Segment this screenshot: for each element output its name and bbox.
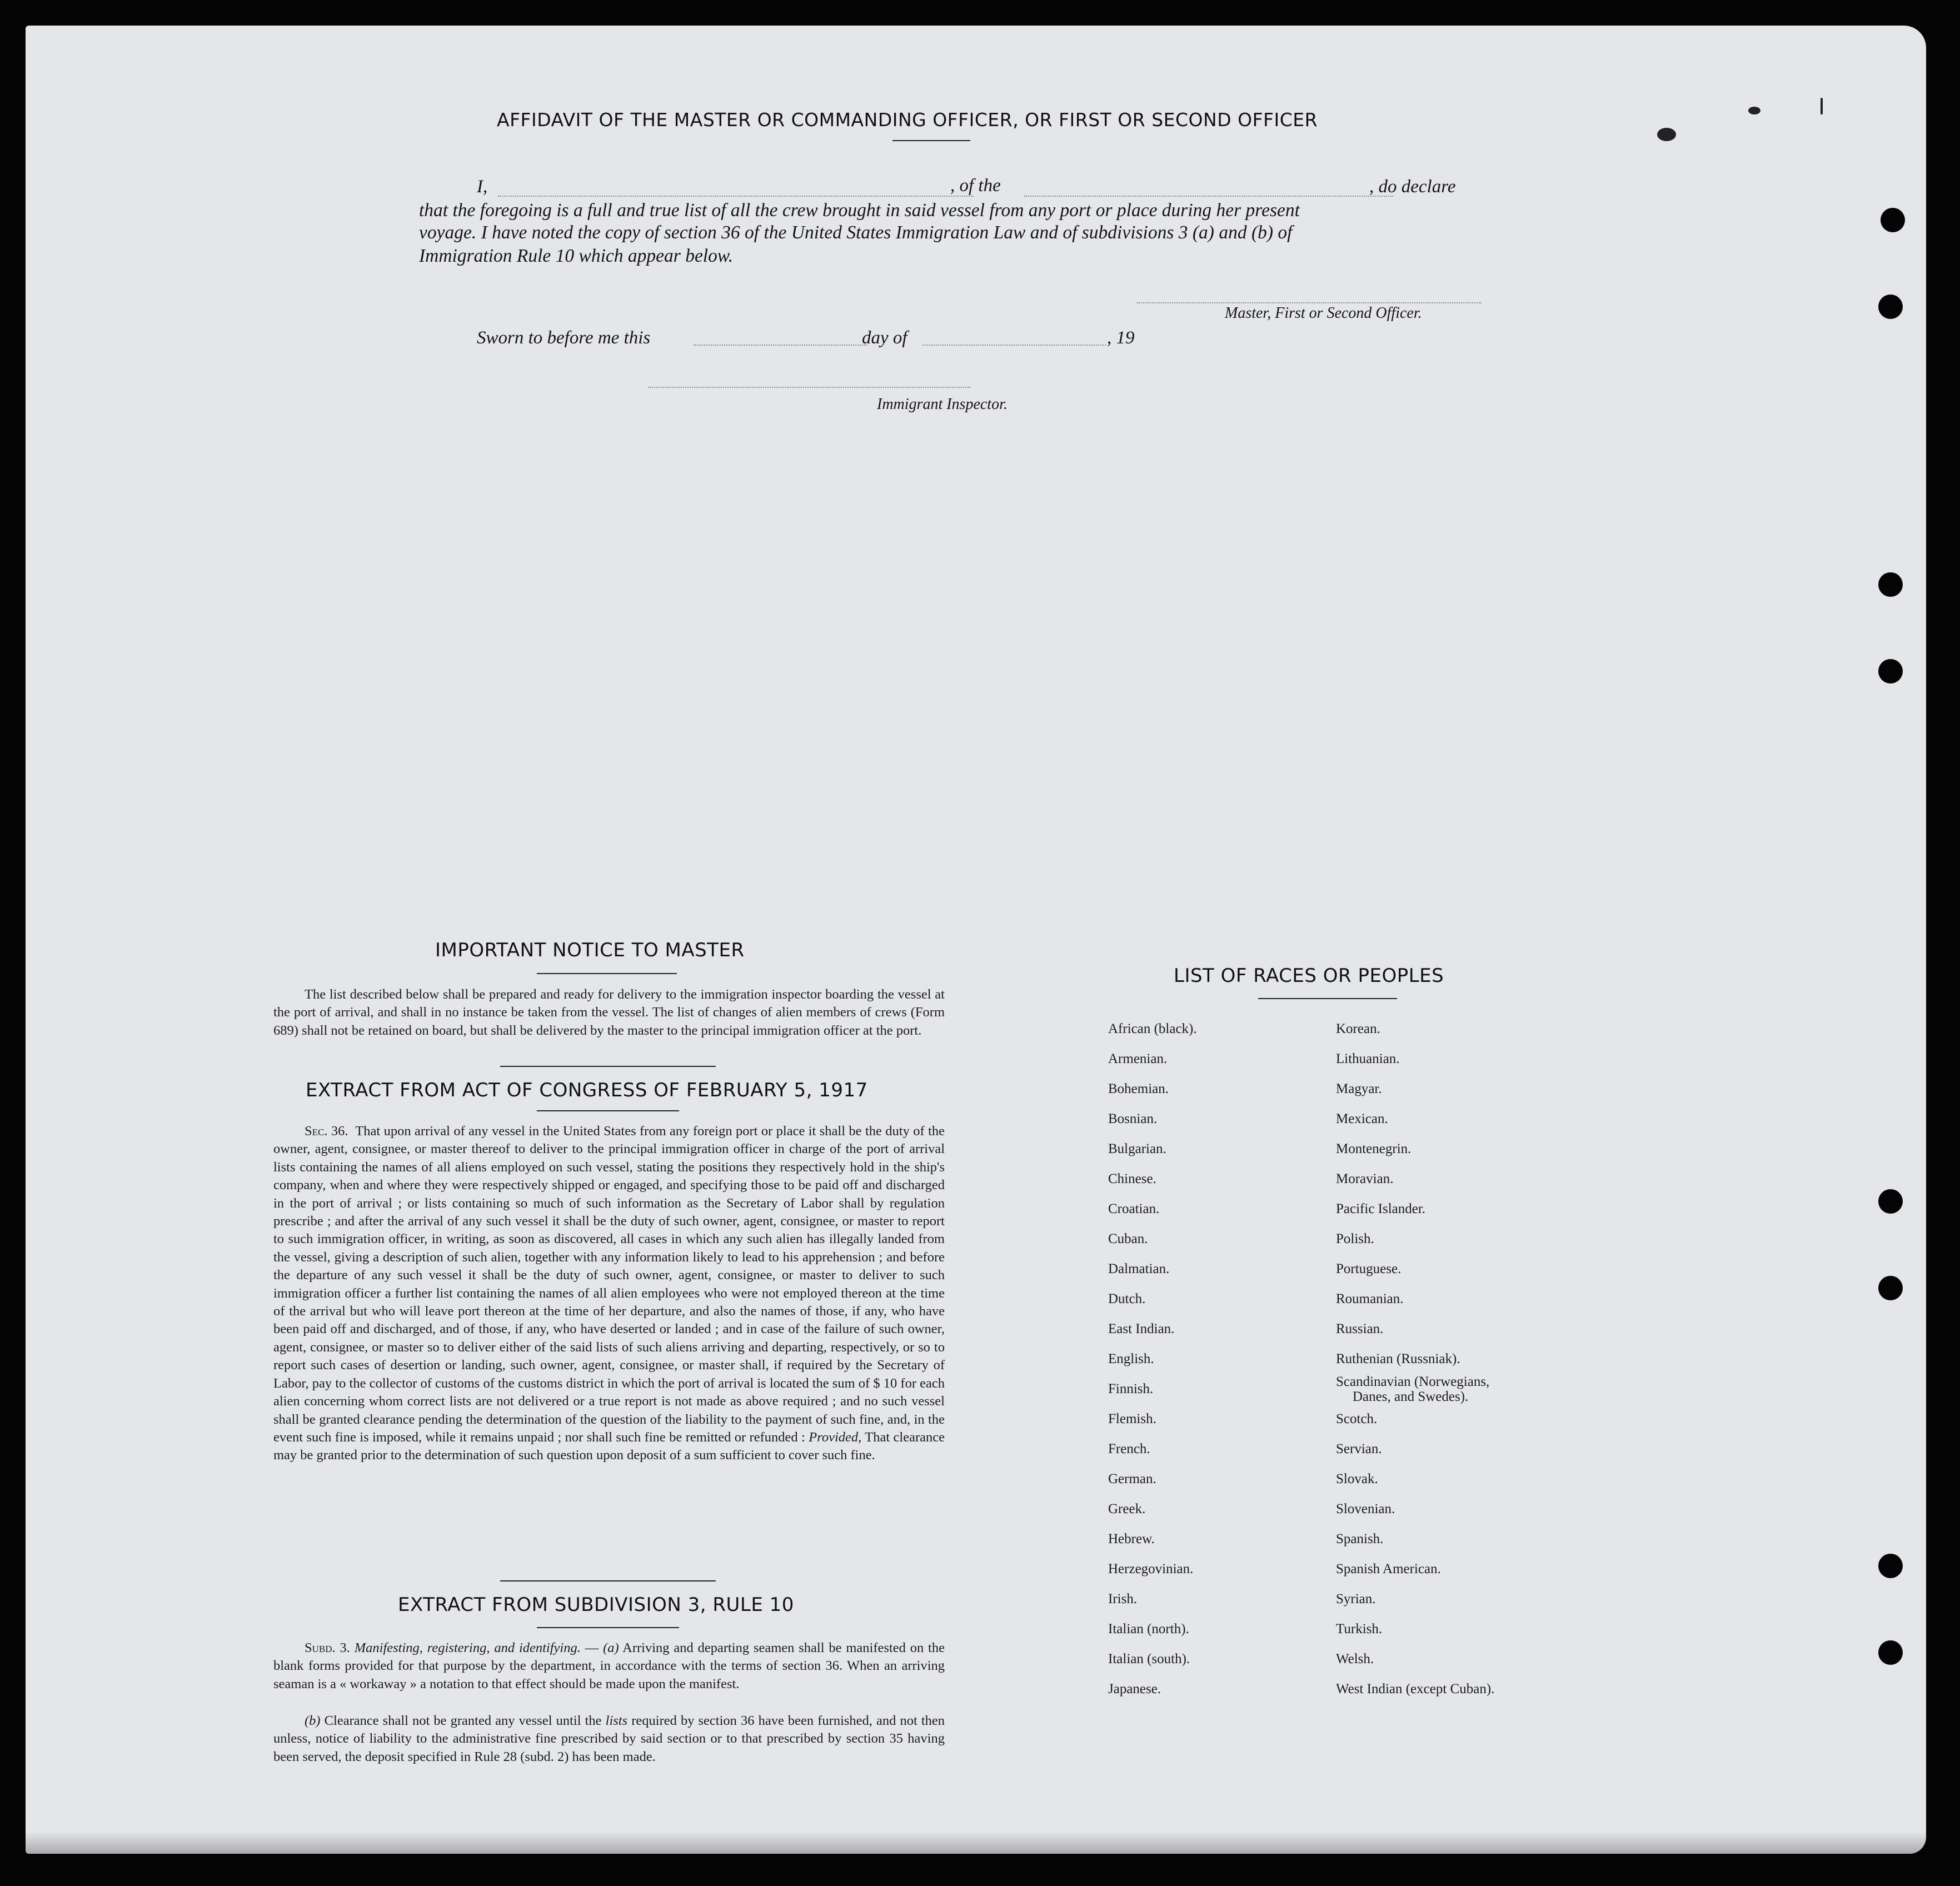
act-bottom-rule (500, 1580, 716, 1581)
race-item: Italian (south). (1108, 1652, 1190, 1667)
notice-title: IMPORTANT NOTICE TO MASTER (435, 939, 745, 961)
race-item: Scandinavian (Norwegians, (1336, 1374, 1490, 1389)
race-item: Bulgarian. (1108, 1141, 1166, 1156)
punch-hole (1878, 1276, 1903, 1300)
affiant-name-field[interactable] (498, 196, 974, 197)
race-item: Armenian. (1108, 1051, 1168, 1066)
race-item: Dutch. (1108, 1291, 1146, 1306)
race-item: Cuban. (1108, 1231, 1148, 1246)
race-item: Ruthenian (Russniak). (1336, 1351, 1460, 1366)
notice-bottom-rule (500, 1066, 716, 1067)
inspector-signature-field[interactable] (648, 387, 970, 388)
race-item: Dalmatian. (1108, 1261, 1170, 1276)
rule-b-lists: lists (605, 1713, 628, 1728)
race-item: Herzegovinian. (1108, 1561, 1194, 1576)
vessel-name-field[interactable] (1024, 196, 1393, 197)
bottom-edge-shadow (26, 1832, 1926, 1854)
race-item: Flemish. (1108, 1411, 1156, 1426)
of-the-label: , of the (950, 176, 1001, 196)
act-section-36 (273, 1122, 945, 1465)
affidavit-line-2: that the foregoing is a full and true list of all the crew brought in said vessel from any port or place during her present (419, 200, 1300, 221)
punch-hole (1878, 1189, 1903, 1214)
race-item: Polish. (1336, 1231, 1374, 1246)
race-item: Finnish. (1108, 1381, 1154, 1396)
race-item: Danes, and Swedes). (1353, 1389, 1469, 1404)
race-item: German. (1108, 1471, 1156, 1486)
race-item: Russian. (1336, 1321, 1384, 1336)
race-item: Greek. (1108, 1501, 1146, 1516)
race-item: Italian (north). (1108, 1621, 1189, 1636)
race-item: African (black). (1108, 1021, 1197, 1036)
punch-hole (1878, 659, 1903, 683)
race-item: Slovenian. (1336, 1501, 1395, 1516)
rule-title-rule (537, 1627, 679, 1628)
act-text-b: That clearance may be granted prior to the determination of such question upon deposit of a sum sufficient to cover such fine. (273, 1429, 945, 1463)
race-item: Welsh. (1336, 1652, 1374, 1667)
officer-signature-field[interactable] (1137, 302, 1482, 303)
races-title-rule (1258, 998, 1397, 999)
rule-a-text: Arriving and departing seamen shall be manifested on the blank forms provided for that purpose by the department, in accordance with the terms of section 36. When an arriving seaman is a « workaway » a notation to that effect should be made upon the manifest. (273, 1640, 945, 1692)
races-title: LIST OF RACES OR PEOPLES (1174, 965, 1444, 987)
sworn-month-field[interactable] (922, 345, 1106, 346)
notice-text (273, 986, 945, 1040)
form-sheet (26, 26, 1926, 1854)
do-declare-label: , do declare (1369, 177, 1456, 197)
sworn-label: Sworn to before me this (477, 328, 651, 348)
race-item: Scotch. (1336, 1411, 1378, 1426)
year-label: , 19 (1107, 328, 1135, 348)
day-of-label: day of (862, 328, 907, 348)
race-item: French. (1108, 1441, 1150, 1456)
race-item: Chinese. (1108, 1171, 1156, 1186)
race-item: Servian. (1336, 1441, 1382, 1456)
race-item: Bosnian. (1108, 1111, 1158, 1126)
race-item: Hebrew. (1108, 1531, 1155, 1546)
ink-speck (1748, 107, 1760, 114)
rule-subd-label: Subd. 3. (305, 1640, 350, 1655)
race-item: Pacific Islander. (1336, 1201, 1426, 1216)
act-text-a: That upon arrival of any vessel in the United States from any foreign port or place it shall be the duty of the owner, agent, consignee, or master thereof to deliver to the principal immigration officer in charge of the port of arrival lists containing the names of all aliens employed on such vessel, stating the positions they respectively hold in the ship's company, when and where they were respectively shipped or engaged, and specifying those to be paid off and discharged in the port of arrival ; or lists containing so much of such information as the Secretary of Labor shall by regulation prescribe ; and after the arrival of any such vessel it shall be the duty of such owner, agent, consignee, or master to report to such immigration officer, in writing, as soon as discovered, all cases in which any such alien has illegally landed from the vessel, giving a description of such alien, together with any information likely to lead to his apprehension ; and before the departure of any such vessel it shall be the duty of such owner, agent, consignee, or master to deliver to such immigration officer a further list containing the names of all alien employees who were not employed thereon at the time of the arrival but who will leave port thereon at the time of her departure, and also the names of those, if any, who have been paid off and discharged, and of those, if any, who have deserted or landed ; and in case of the failure of such owner, agent, consignee, or master so to deliver either of the said lists of such aliens arriving and departing, respectively, or so to report such cases of desertion or landing, such owner, agent, consignee, or master shall, if required by the Secretary of Labor, pay to the collector of customs of the customs district in which the port of arrival is located the sum of $ 10 for each alien concerning whom correct lists are not delivered or a true report is not made as above required ; and no such vessel shall be granted clearance pending the determination of the question of the liability to the payment of such fine, and, in the event such fine is imposed, while it remains unpaid ; nor shall such fine be remitted or refunded : (273, 1124, 945, 1445)
act-title: EXTRACT FROM ACT OF CONGRESS OF FEBRUARY 5, 1917 (306, 1079, 868, 1101)
race-item: Slovak. (1336, 1471, 1378, 1486)
race-item: English. (1108, 1351, 1154, 1366)
affidavit-line-3: voyage. I have noted the copy of section 36 of the United States Immigration Law and of subdivisions 3 (a) and (b) of (419, 222, 1293, 243)
race-item: Spanish. (1336, 1531, 1384, 1546)
ink-speck (1821, 98, 1823, 114)
punch-hole (1878, 572, 1903, 597)
race-item: Croatian. (1108, 1201, 1160, 1216)
punch-hole (1878, 1554, 1903, 1578)
race-item: Spanish American. (1336, 1561, 1441, 1576)
race-item: Irish. (1108, 1591, 1138, 1606)
rule-b-text-1: Clearance shall not be granted any vessel until the (324, 1713, 602, 1728)
race-item: West Indian (except Cuban). (1336, 1682, 1495, 1697)
race-item: Montenegrin. (1336, 1141, 1412, 1156)
race-item: Turkish. (1336, 1621, 1383, 1636)
race-item: Lithuanian. (1336, 1051, 1400, 1066)
rule-a-label: (a) (603, 1640, 619, 1655)
affidavit-title: AFFIDAVIT OF THE MASTER OR COMMANDING OFFICER, OR FIRST OR SECOND OFFICER (497, 109, 1318, 131)
notice-text-content: The list described below shall be prepared and ready for delivery to the immigration inspector boarding the vessel at the port of arrival, and shall in no instance be taken from the vessel. The list of changes of alien members of crews (Form 689) shall not be retained on board, but shall be delivered by the master to the principal immigration officer at the port. (273, 987, 945, 1038)
rule-subd-a: Subd. 3. Manifesting, registering, and identifying. — (a) Arriving and departing seamen shall be manifested on the blank forms provided for that purpose by the department, in accordance with the terms of section 36. When an arriving seaman is a « workaway » a notation to that effect should be made upon the manifest. (273, 1640, 945, 1692)
sworn-day-field[interactable] (694, 345, 867, 346)
affidavit-line-4: Immigration Rule 10 which appear below. (419, 246, 734, 266)
act-title-rule (537, 1110, 679, 1111)
affidavit-title-rule (892, 140, 970, 141)
race-item: East Indian. (1108, 1321, 1175, 1336)
act-provided: Provided, (809, 1429, 862, 1445)
punch-hole (1878, 1640, 1903, 1665)
rule-subd-heading: Manifesting, registering, and identifying. (354, 1640, 581, 1655)
rule-b-text-2: required by section 36 have been furnished, and not then unless, notice of liability to the administrative fine prescribed by said section or to that prescribed by section 35 having been served, the deposit specified in Rule 28 (subd. 2) has been made. (273, 1713, 945, 1764)
race-item: Magyar. (1336, 1081, 1382, 1096)
punch-hole (1878, 295, 1903, 319)
race-item: Portuguese. (1336, 1261, 1402, 1276)
race-item: Japanese. (1108, 1682, 1161, 1697)
rule-title: EXTRACT FROM SUBDIVISION 3, RULE 10 (398, 1594, 794, 1616)
affiant-label: I, (477, 177, 488, 197)
inspector-caption: Immigrant Inspector. (877, 396, 1008, 413)
race-item: Korean. (1336, 1021, 1380, 1036)
race-item: Bohemian. (1108, 1081, 1169, 1096)
race-item: Mexican. (1336, 1111, 1388, 1126)
race-item: Syrian. (1336, 1591, 1376, 1606)
rule-b-label: (b) (305, 1713, 321, 1728)
officer-signature-caption: Master, First or Second Officer. (1225, 305, 1422, 322)
rule-subd-b (273, 1712, 945, 1766)
ink-speck (1657, 128, 1676, 141)
act-sec-label: Sec. 36. (305, 1124, 348, 1139)
notice-title-rule (537, 973, 677, 974)
race-item: Moravian. (1336, 1171, 1394, 1186)
race-item: Roumanian. (1336, 1291, 1404, 1306)
punch-hole (1881, 208, 1905, 232)
